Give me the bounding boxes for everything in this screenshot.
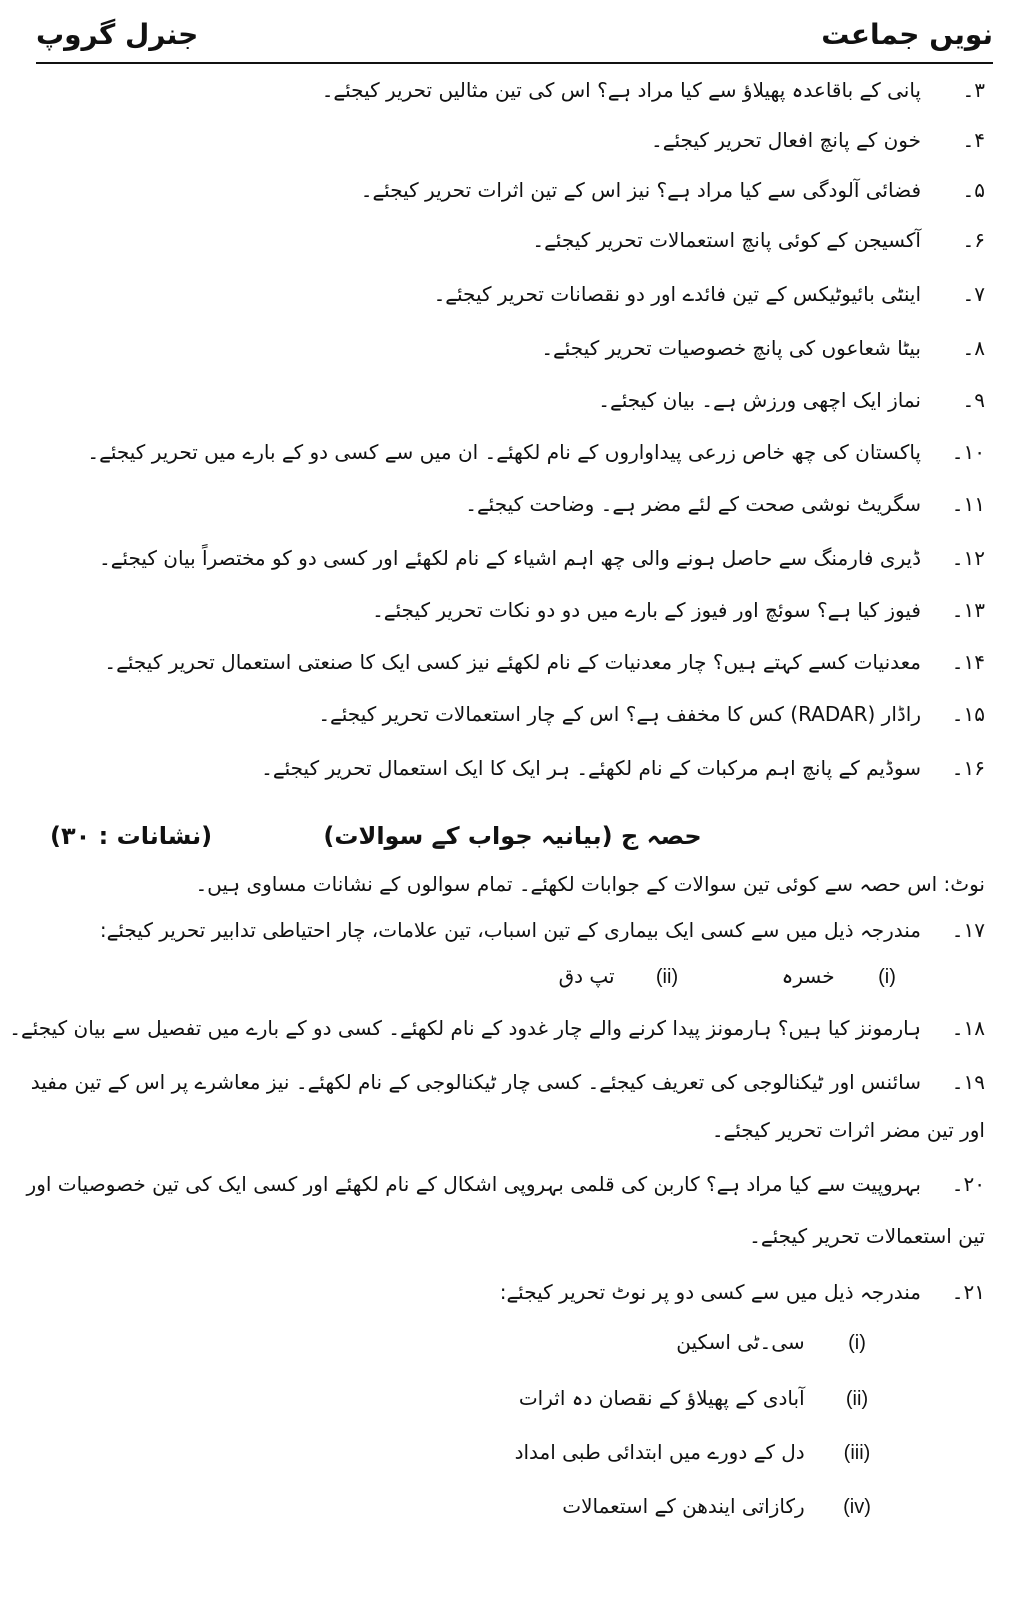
question-number: ۳۔ (962, 78, 985, 102)
question-number: ۱۷۔ (951, 918, 985, 942)
q17-option-1 (782, 964, 911, 998)
question-text: پاکستان کی چھ خاص زرعی پیداواروں کے نام لکھئے۔ ان میں سے کسی دو کے بارے میں تحریر کیجئے۔ (87, 440, 921, 464)
question-text-line-1: بہروپیت سے کیا مراد ہے؟ کاربن کی قلمی بہروپی اشکال کے نام لکھئے اور کسی ایک کی تین خصوصیات اور (26, 1172, 921, 1196)
q21-option-3 (515, 1440, 881, 1474)
q21-option-4 (562, 1494, 881, 1528)
question-number: ۱۹۔ (951, 1070, 985, 1094)
question-number: ۴۔ (962, 128, 985, 152)
question-21 (30, 1280, 985, 1314)
question-number: ۲۱۔ (951, 1280, 985, 1304)
question-text: نماز ایک اچھی ورزش ہے۔ بیان کیجئے۔ (598, 388, 921, 412)
option-text: دل کے دورے میں ابتدائی طبی امداد (514, 1440, 805, 1464)
question-18 (9, 1016, 985, 1050)
question-number: ۶۔ (962, 228, 985, 252)
question-4 (30, 128, 985, 162)
section-marks: (نشانات : ۳۰) (50, 822, 213, 850)
question-number: ۱۸۔ (951, 1016, 985, 1040)
question-10 (30, 440, 985, 474)
question-text: خون کے پانچ افعال تحریر کیجئے۔ (651, 128, 921, 152)
section-title: حصہ ج (بیانیہ جواب کے سوالات) (323, 822, 702, 850)
question-5 (30, 178, 985, 212)
question-12 (30, 546, 985, 580)
grade-label: نویں جماعت (821, 18, 993, 51)
question-number: ۱۴۔ (951, 650, 985, 674)
question-7 (30, 282, 985, 316)
question-number: ۱۱۔ (951, 492, 985, 516)
question-3 (30, 78, 985, 112)
page-header (36, 18, 993, 64)
option-label: (i) (848, 1332, 866, 1354)
question-text: مندرجہ ذیل میں سے کسی ایک بیماری کے تین اسباب، تین علامات، چار احتیاطی تدابیر تحریر کیجئے: (99, 918, 921, 942)
question-20 (26, 1172, 985, 1206)
question-number: ۱۶۔ (951, 756, 985, 780)
q21-option-2 (519, 1386, 881, 1420)
question-text: بیٹا شعاعوں کی پانچ خصوصیات تحریر کیجئے۔ (541, 336, 921, 360)
question-number: ۲۰۔ (951, 1172, 985, 1196)
section-note: نوٹ: اس حصہ سے کوئی تین سوالات کے جوابات لکھئے۔ تمام سوالوں کے نشانات مساوی ہیں۔ (195, 872, 985, 896)
question-number: ۷۔ (962, 282, 985, 306)
question-number: ۱۳۔ (951, 598, 985, 622)
option-text: رکازاتی ایندھن کے استعمالات (562, 1494, 805, 1518)
option-text: سی۔ٹی اسکین (676, 1330, 805, 1354)
option-label: (ii) (845, 1388, 869, 1410)
question-text-line-1: سائنس اور ٹیکنالوجی کی تعریف کیجئے۔ کسی چار ٹیکنالوجی کے نام لکھئے۔ نیز معاشرے پر اس کے تین مفید (30, 1070, 921, 1094)
question-text: معدنیات کسے کہتے ہیں؟ چار معدنیات کے نام لکھئے نیز کسی ایک کا صنعتی استعمال تحریر کیجئے۔ (104, 650, 921, 674)
question-6 (30, 228, 985, 262)
q21-option-1 (676, 1330, 881, 1364)
option-text: آبادی کے پھیلاؤ کے نقصان دہ اثرات (518, 1386, 805, 1410)
question-19 (30, 1070, 985, 1104)
question-text: پانی کے باقاعدہ پھیلاؤ سے کیا مراد ہے؟ اس کی تین مثالیں تحریر کیجئے۔ (321, 78, 921, 102)
question-text: فیوز کیا ہے؟ سوئچ اور فیوز کے بارے میں دو دو نکات تحریر کیجئے۔ (372, 598, 921, 622)
question-number: ۵۔ (962, 178, 985, 202)
option-label: (iii) (843, 1442, 871, 1464)
question-number: ۱۰۔ (951, 440, 985, 464)
question-20-continued: تین استعمالات تحریر کیجئے۔ (749, 1224, 985, 1248)
question-15 (30, 702, 985, 736)
question-text: سگریٹ نوشی صحت کے لئے مضر ہے۔ وضاحت کیجئے۔ (465, 492, 921, 516)
q17-option-2 (559, 964, 691, 998)
option-text: خسرہ (781, 964, 835, 988)
question-text: اینٹی بائیوٹیکس کے تین فائدے اور دو نقصانات تحریر کیجئے۔ (433, 282, 921, 306)
question-17 (30, 918, 985, 952)
question-text: سوڈیم کے پانچ اہم مرکبات کے نام لکھئے۔ ہر ایک کا ایک استعمال تحریر کیجئے۔ (261, 756, 921, 780)
question-19-continued: اور تین مضر اثرات تحریر کیجئے۔ (711, 1118, 985, 1142)
question-text: ہارمونز کیا ہیں؟ ہارمونز پیدا کرنے والے چار غدود کے نام لکھئے۔ کسی دو کے بارے میں تفصیل سے بیان کیجئے۔ (9, 1016, 921, 1040)
question-8 (30, 336, 985, 370)
group-label: جنرل گروپ (36, 18, 199, 51)
question-11 (30, 492, 985, 526)
question-9 (30, 388, 985, 422)
question-13 (30, 598, 985, 632)
question-text: آکسیجن کے کوئی پانچ استعمالات تحریر کیجئے۔ (532, 228, 921, 252)
question-text: مندرجہ ذیل میں سے کسی دو پر نوٹ تحریر کیجئے: (499, 1280, 921, 1304)
option-label: (ii) (655, 966, 679, 988)
question-text: ڈیری فارمنگ سے حاصل ہونے والی چھ اہم اشیاء کے نام لکھئے اور کسی دو کو مختصراً بیان کیجئے۔ (98, 546, 921, 570)
question-16 (30, 756, 985, 790)
question-text: راڈار (RADAR) کس کا مخفف ہے؟ اس کے چار استعمالات تحریر کیجئے۔ (318, 702, 921, 726)
question-number: ۱۲۔ (951, 546, 985, 570)
option-label: (iv) (843, 1496, 871, 1518)
question-14 (30, 650, 985, 684)
question-number: ۹۔ (962, 388, 985, 412)
option-text: تپ دق (558, 964, 615, 988)
option-label: (i) (878, 966, 896, 988)
question-number: ۸۔ (962, 336, 985, 360)
section-heading (40, 822, 985, 858)
question-number: ۱۵۔ (951, 702, 985, 726)
question-text: فضائی آلودگی سے کیا مراد ہے؟ نیز اس کے تین اثرات تحریر کیجئے۔ (360, 178, 921, 202)
